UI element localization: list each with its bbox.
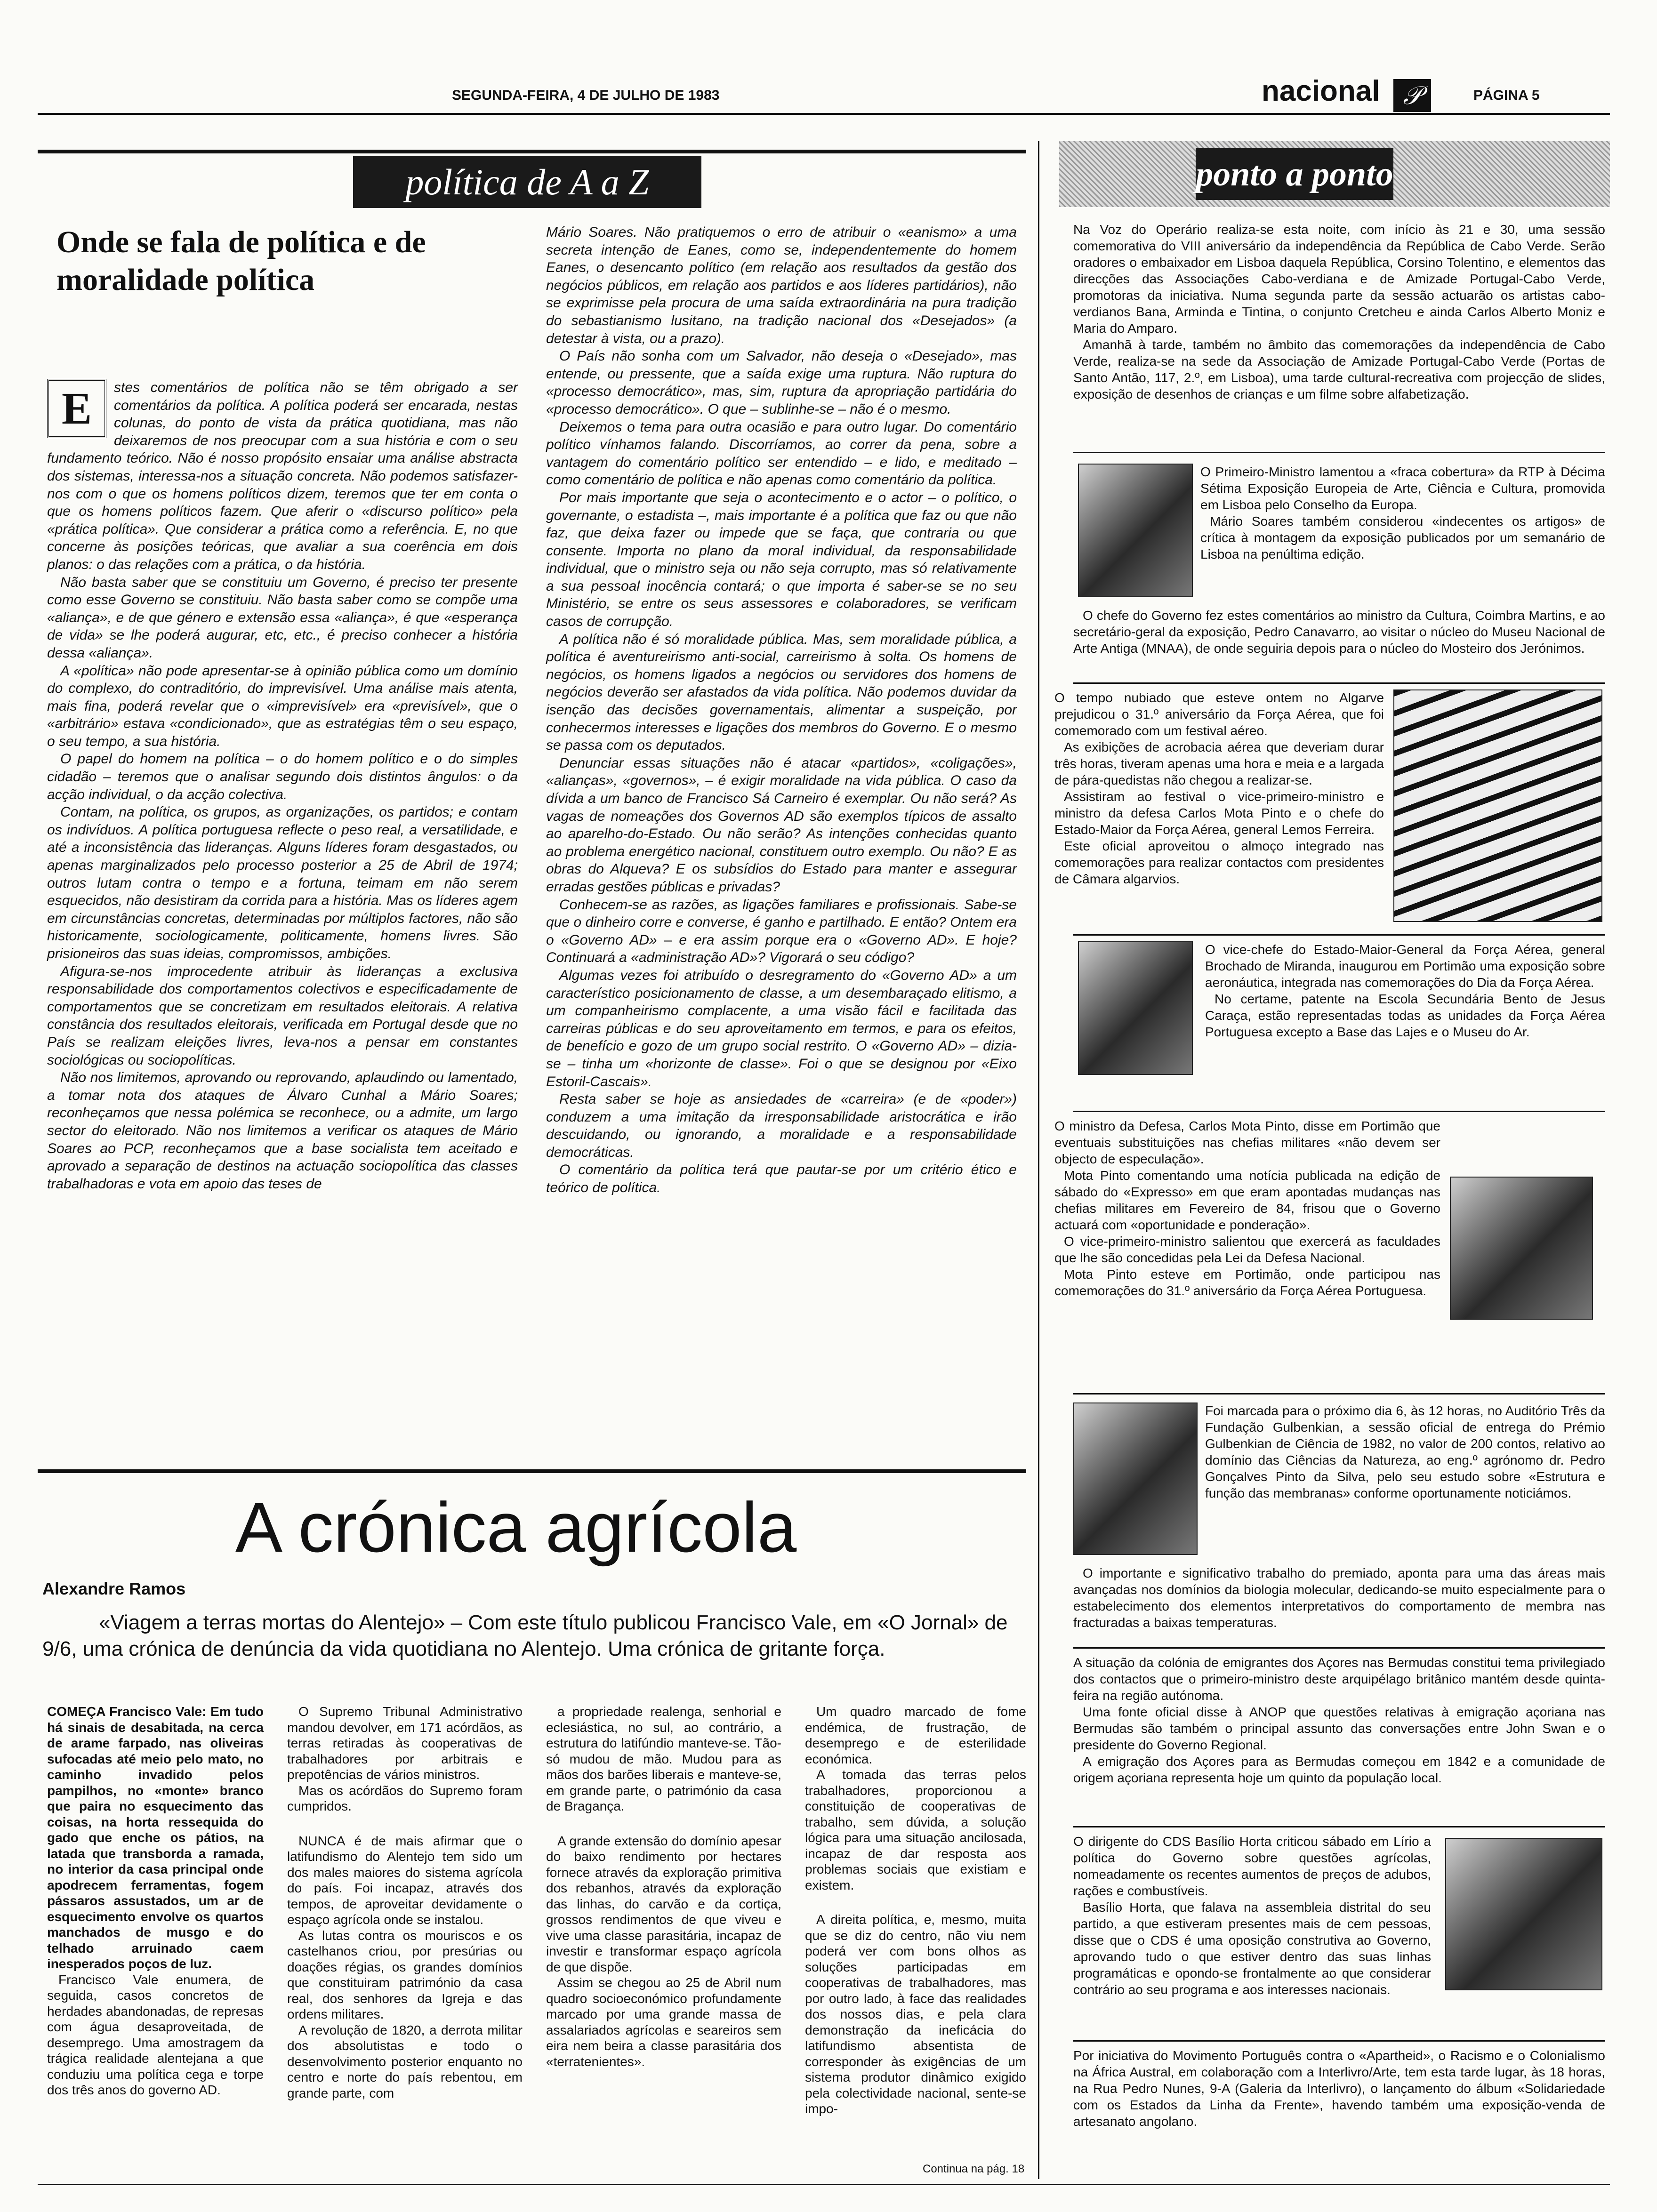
cronica-author: Alexandre Ramos bbox=[42, 1579, 186, 1598]
ponto-paragraph: O chefe do Governo fez estes comentários ao ministro da Cultura, Coimbra Martins, e ao secretário-geral da exposição, Pedro Canavarro, ao visitar o núcleo do Museu Nacional de Arte Antiga (MNAA), de onde seguiria depois para o núcleo do Mosteiro dos Jerónimos. bbox=[1073, 608, 1605, 656]
ponto-paragraph: O ministro da Defesa, Carlos Mota Pinto, disse em Portimão que eventuais substituições nas chefias militares «não devem ser objecto de especulação». bbox=[1054, 1119, 1440, 1166]
ponto-item-5 bbox=[1054, 1118, 1440, 1299]
politica-column-2 bbox=[546, 224, 1017, 1197]
continua-note: Continua na pág. 18 bbox=[923, 2163, 1025, 2175]
cronica-title: A crónica agrícola bbox=[235, 1488, 797, 1567]
politica-paragraph: Afigura-se-nos improcedente atribuir às lideranças a exclusiva responsabilidade dos comportamentos colectivos e especificadamente de comportamentos que se concretizam em resultados eleitorais. A relativa constância dos resultados eleitorais, verificada em Portugal desde que no País se realizam eleições livres, leva-nos a pensar em constantes sociológicas ou sociopolíticas. bbox=[47, 963, 518, 1068]
politica-initial-icon bbox=[47, 379, 106, 438]
ponto-item-9 bbox=[1073, 2047, 1605, 2130]
politica-paragraph: Deixemos o tema para outra ocasião e para outro lugar. Do comentário político vínhamos falando. Discorríamos, ao correr da pena, sobre a vantagem do comentário político ser entendido – e lido, e meditado – como comentário de política e não apenas como comentário da política. bbox=[546, 419, 1017, 488]
ponto-divider bbox=[1073, 1826, 1605, 1827]
politica-paragraph: Por mais importante que seja o acontecimento e o actor – o político, o governante, o estadista –, mais importante é a política que faz ou que não faz, que deixa fazer ou impede que se faça, que contraria ou que consente. Importa no plano da moral individual, da responsabilidade individual, que o ministro seja ou não seja corrupto, mas só relativamente a sua pessoal inocência contará; o que importa é saber-se se no seu Ministério, se entre os seus assessores e colaboradores, se verificam casos de corrupção. bbox=[546, 489, 1017, 630]
ponto-paragraph: O tempo nubiado que esteve ontem no Algarve prejudicou o 31.º aniversário da Força Aérea, que foi comemorado com um festival aéreo. bbox=[1054, 690, 1384, 738]
ponto-paragraph: O dirigente do CDS Basílio Horta criticou sábado em Lírio a política do Governo sobre questões agrícolas, nomeadamente os recentes aumentos de preços de adubos, rações e combustíveis. bbox=[1073, 1834, 1431, 1898]
ponto-paragraph: O importante e significativo trabalho do premiado, aponta para uma das áreas mais avançadas nos domínios da biologia molecular, dedicando-se muito especialmente para o estabelecimento dos elementos interpretativos do comportamento de membra nas fracturadas a baixas temperaturas. bbox=[1073, 1566, 1605, 1630]
ponto-paragraph: Basílio Horta, que falava na assembleia distrital do seu partido, a que estiveram presentes mais de cem pessoas, disse que o CDS é uma oposição construtiva ao Governo, aprovando tudo o que estiver dentro das suas linhas programáticas e opondo-se frontalmente ao que considerar contrário ao seu programa e aos interesses nacionais. bbox=[1073, 1900, 1431, 1997]
cronica-paragraph: A grande extensão do domínio apesar do baixo rendimento por hectares fornece através da exploração primitiva dos rebanhos, através da exploração das linhas, do carvão e da cortiça, grossos rendimentos de que viveu e vive uma classe parasitária, incapaz de investir e transformar espaço agrícola de que dispõe. bbox=[546, 1833, 781, 1974]
politica-paragraph: A «política» não pode apresentar-se à opinião pública como um domínio do complexo, do contraditório, do imprevisível. Uma análise mais atenta, mais fina, poderá revelar que o «imprevisível» era «previsível», que o «arbitrário» estava «condicionado», que as estratégias têm o seu espaço, o seu tempo, a sua história. bbox=[47, 663, 518, 749]
politica-paragraph: O comentário da política terá que pautar-se por um critério ético e teórico de política. bbox=[546, 1162, 1017, 1196]
header-date: SEGUNDA-FEIRA, 4 DE JULHO DE 1983 bbox=[452, 88, 720, 103]
cronica-paragraph: As lutas contra os mouriscos e os castelhanos criou, por presúrias ou doações régias, os grandes domínios que constituiram património da casa real, dos senhores da Igreja e das ordens militares. bbox=[287, 1928, 523, 2021]
politica-paragraph: Resta saber se hoje as ansiedades de «carreira» (e de «poder») conduzem a uma imitação da irresponsabilidade aristocrática e irão descuidando, ou ignorando, a moralidade e a responsabilidade democráticas. bbox=[546, 1091, 1017, 1160]
cronica-paragraph: NUNCA é de mais afirmar que o latifundismo do Alentejo tem sido um dos males maiores do sistema agrícola do país. Foi incapaz, através dos tempos, de aproveitar devidamente o espaço agrícola onde se instalou. bbox=[287, 1833, 523, 1927]
ponto-paragraph: Na Voz do Operário realiza-se esta noite, com início às 21 e 30, uma sessão comemorativa do VIII aniversário da independência da República de Cabo Verde. Serão oradores o embaixador em Lisboa daquela República, Corsino Tolentino, e elementos das direcções das Associações Cabo-verdiana e de Amizade Portugal-Cabo Verde, promotoras da iniciativa. Numa segunda parte da sessão actuarão os artistas cabo-verdianos Bana, Arminda e Tintina, o conjunto Cretcheu e ainda Carlos Alberto Moniz e Maria do Amparo. bbox=[1073, 222, 1605, 336]
politica-paragraph: Não basta saber que se constituiu um Governo, é preciso ter presente como esse Governo se constituiu. Não basta saber como se compõe uma «aliança», e de que género e extensão essa «aliança», é que «esperança de vida» se lhe poderá augurar, etc, etc., é preciso conhecer a história dessa «aliança». bbox=[47, 574, 518, 661]
ponto-divider bbox=[1073, 1393, 1605, 1395]
politica-paragraph: stes comentários de política não se têm obrigado a ser comentários da política. A política poderá ser encarada, nestas colunas, do ponto de vista da prática quotidiana, mas não deixaremos de nos preocupar com a sua história e com o seu fundamento teórico. Não é nosso propósito ensaiar uma análise abstracta dos sistemas, interessa-nos a situação concreta. Não podemos satisfazer-nos com o que os homens políticos dizem, teremos que ter em conta o que os homens políticos fazem. Que aferir o «discurso político» pela «prática política». Que considerar a prática como a referência. E, no que concerne às posições teóricas, que avaliar a sua coerência em dois planos: o das relações com a prática, o da história. bbox=[47, 380, 518, 572]
ponto-item-4 bbox=[1205, 941, 1605, 1040]
photo-general bbox=[1078, 941, 1193, 1075]
politica-paragraph: Algumas vezes foi atribuído o desregramento do «Governo AD» a um característico posicionamento de classe, a um desembaraçado elitismo, a um companheirismo complacente, a uma visão fácil e facilitada das carreiras públicas e do seu aproveitamento em termos, e para os efeitos, de benefício e gozo de um grupo social restrito. O «Governo AD» – dizia-se – tinha um «horizonte de classe». Foi o que se designou por «Eixo Estoril-Cascais». bbox=[546, 967, 1017, 1090]
ponto-item-3 bbox=[1054, 689, 1384, 887]
cronica-paragraph: Assim se chegou ao 25 de Abril num quadro socioeconómico profundamente marcado por uma grande massa de assalariados agrícolas e seareiros sem eira nem beira a classe parasitária dos «terratenientes». bbox=[546, 1975, 781, 2069]
ponto-item-1 bbox=[1073, 221, 1605, 402]
cronica-paragraph: A direita política, e, mesmo, muita que se diz do centro, não viu nem poderá ver com bons olhos as soluções participadas em cooperativas de trabalhadores, mas por outro lado, à face das realidades dos nossos dias, e pela clara demonstração da ineficácia do latifundismo absentista de corresponder às exigências de um sistema produtor dinâmico exigido pela colectividade nacional, sente-se impo- bbox=[805, 1912, 1026, 2116]
ponto-paragraph: Assistiram ao festival o vice-primeiro-ministro e ministro da defesa Carlos Mota Pinto e o chefe do Estado-Maior da Força Aérea, general Lemos Ferreira. bbox=[1054, 789, 1384, 837]
politica-initial-letter: E bbox=[61, 383, 92, 433]
page-number: PÁGINA 5 bbox=[1473, 88, 1540, 103]
footer-rule bbox=[38, 2184, 1610, 2185]
photo-air-force bbox=[1393, 689, 1602, 922]
ponto-divider bbox=[1073, 1647, 1605, 1649]
header-rule bbox=[38, 113, 1610, 115]
photo-prime-minister bbox=[1078, 464, 1193, 597]
ponto-paragraph: Este oficial aproveitou o almoço integrado nas comemorações para realizar contactos com presidentes de Câmara algarvios. bbox=[1054, 839, 1384, 886]
ponto-divider bbox=[1073, 682, 1605, 684]
ponto-item-7 bbox=[1073, 1654, 1605, 1786]
ponto-paragraph: Mota Pinto comentando uma notícia publicada na edição de sábado do «Expresso» em que eram apontadas mudanças nas chefias militares em Fevereiro de 84, frisou que o Governo actuará com «oportunidade e ponderação». bbox=[1054, 1168, 1440, 1232]
politica-banner-text: política de A a Z bbox=[405, 161, 649, 202]
cronica-paragraph: Francisco Vale enumera, de seguida, casos concretos de herdades abandonadas, de represas com água desaproveitada, de desemprego. Uma amostragem da trágica realidade alentejana a que conduziu uma política cega e torpe dos três anos do governo AD. bbox=[47, 1972, 264, 2097]
cronica-paragraph: A tomada das terras pelos trabalhadores, proporcionou a constituição de cooperativas de trabalho, sem dúvida, a solução lógica para uma situação ancilosada, incapaz de dar resposta aos problemas sociais que existiam e existem. bbox=[805, 1767, 1026, 1892]
ponto-item-6 bbox=[1205, 1403, 1605, 1501]
ponto-divider bbox=[1073, 452, 1605, 453]
section-title: nacional bbox=[1262, 75, 1380, 107]
cronica-paragraph: a propriedade realenga, senhorial e eclesiástica, no sul, ao contrário, a estrutura do latifúndio manteve-se. Tão-só mudou de mão. Mudou para as mãos dos barões liberais e manteve-se, em grande parte, o património da casa de Bragança. bbox=[546, 1704, 781, 1813]
ponto-paragraph: Mota Pinto esteve em Portimão, onde participou nas comemorações do 31.º aniversário da Força Aérea Portuguesa. bbox=[1054, 1267, 1440, 1298]
column-divider bbox=[1038, 141, 1039, 2179]
cronica-paragraph: Mas os acórdãos do Supremo foram cumpridos. bbox=[287, 1783, 523, 1813]
ponto-item-2-cont bbox=[1073, 607, 1605, 657]
ponto-paragraph: No certame, patente na Escola Secundária Bento de Jesus Caraça, estão representadas todas as unidades da Força Aérea Portuguesa excepto a Base das Lajes e o Museu do Ar. bbox=[1205, 992, 1605, 1039]
cronica-column-2 bbox=[287, 1704, 523, 2101]
ponto-divider bbox=[1073, 934, 1605, 936]
ponto-divider bbox=[1073, 2040, 1605, 2042]
ponto-paragraph: Foi marcada para o próximo dia 6, às 12 horas, no Auditório Três da Fundação Gulbenkian, a sessão oficial de entrega do Prémio Gulbenkian de Ciência de 1982, no valor de 200 contos, relativo ao domínio das Ciências da Natureza, ao eng.º agrónomo dr. Pedro Gonçalves Pinto da Silva, pelo seu estudo sobre «Estrutura e função das membranas» conforme oportunamente noticiámos. bbox=[1205, 1403, 1605, 1500]
politica-top-border bbox=[38, 150, 1026, 153]
ponto-banner bbox=[1196, 148, 1393, 200]
politica-bottom-border bbox=[38, 1469, 1026, 1473]
politica-paragraph: O papel do homem na política – o do homem político e o do simples cidadão – teremos que o analisar segundo dois distintos ângulos: o da acção individual, o da acção colectiva. bbox=[47, 751, 518, 802]
politica-paragraph: Não nos limitemos, aprovando ou reprovando, aplaudindo ou lamentado, a tomar nota dos ataques de Álvaro Cunhal a Mário Soares; reconheçamos que nessa polémica se reconhece, ou a admite, um largo sector do eleitorado. Não nos limitemos a verificar os ataques de Mário Soares ao PCP, reconheçamos que a base socialista tem aceitado e aprovado a separação de destinos na actuação sociopolítica das classes trabalhadoras e vota em apoio das teses de bbox=[47, 1070, 518, 1192]
cronica-paragraph: A revolução de 1820, a derrota militar dos absolutistas e todo o desenvolvimento posterior enquanto no centro e norte do país rebentou, em grande parte, com bbox=[287, 2022, 523, 2100]
ponto-item-6-cont bbox=[1073, 1565, 1605, 1631]
ponto-item-2 bbox=[1200, 464, 1605, 562]
photo-defence-minister bbox=[1450, 1177, 1593, 1320]
politica-column-1 bbox=[47, 379, 518, 1193]
ponto-paragraph: O vice-chefe do Estado-Maior-General da Força Aérea, general Brochado de Miranda, inaugurou em Portimão uma exposição sobre aeronáutica, integrada nas comemorações do Dia da Força Aérea. bbox=[1205, 942, 1605, 990]
cronica-column-4 bbox=[805, 1704, 1026, 2117]
politica-paragraph: Denunciar essas situações não é atacar «partidos», «coligações», «alianças», «governos», – é exigir moralidade na vida pública. O caso da dívida a um banco de Francisco Sá Carneiro é exemplar. Ou não será? As vagas de nomeações dos Governos AD são exemplos típicos de assalto ao aparelho-do-Estado. Ou não serão? As intenções conhecidas quanto ao problema energético nacional, constituem outro exemplo. Ou não? E as obras do Alqueva? E os subsídios do Estado para manter e assegurar erradas gestões públicas e privadas? bbox=[546, 755, 1017, 895]
ponto-paragraph: A situação da colónia de emigrantes dos Açores nas Bermudas constitui tema privilegiado dos contactos que o primeiro-ministro deste arquipélago britânico mantém desde quinta-feira na região autónoma. bbox=[1073, 1655, 1605, 1703]
cronica-paragraph: COMEÇA Francisco Vale: Em tudo há sinais de desabitada, na cerca de arame farpado, nas oliveiras sufocadas até meio pelo mato, no caminho invadido pelos pampilhos, no «monte» branco que paira no esquecimento das coisas, na horta ressequida do gado que enche os pátios, na latada que transborda a ramada, no interior da casa principal onde apodrecem ferramentas, fogem pássaros assustados, um ar de esquecimento envolve os quartos manchados de musgo e do telhado arruinado caem inesperados poços de luz. bbox=[47, 1704, 264, 1971]
politica-paragraph: A política não é só moralidade pública. Mas, sem moralidade pública, a política é aventureirismo anti-social, carreirismo à solta. Os homens de negócios, os homens ligados a negócios ou servidores dos homens de negócios deverão ser afastados da vida política. Não podemos duvidar da isenção das decisões governamentais, alimentar a suspeição, por conhecermos interesses e ligações dos membros do Governo. E o mesmo se passa com os deputados. bbox=[546, 631, 1017, 753]
politica-paragraph: Contam, na política, os grupos, as organizações, os partidos; e contam os indivíduos. A política portuguesa reflecte o peso real, a versatilidade, e até a inconsistência das lideranças. Alguns líderes foram desgastados, ou apenas marginalizados pelo processo posterior a 25 de Abril de 1974; outros lutam contra o tempo e a fortuna, teimam em não serem esquecidos, não desistiram da corrida para a história. Mas os líderes agem em circunstâncias concretas, determinadas por múltiplos factores, não são historicamente, sociologicamente, politicamente, homens livres. São prisioneiros das suas ideias, compromissos, ambições. bbox=[47, 804, 518, 962]
cronica-paragraph: O Supremo Tribunal Administrativo mandou devolver, em 171 acórdãos, as terras retiradas às cooperativas de trabalhadores por arbitrais e prepotências de vários ministros. bbox=[287, 1704, 523, 1782]
photo-prize-winner bbox=[1073, 1403, 1198, 1555]
cronica-paragraph: Um quadro marcado de fome endémica, de frustração, de desemprego e de esterilidade económica. bbox=[805, 1704, 1026, 1766]
politica-title: Onde se fala de política e de moralidade política bbox=[56, 225, 426, 297]
newspaper-logo-icon: 𝒫 bbox=[1393, 79, 1431, 112]
ponto-divider bbox=[1073, 1111, 1605, 1112]
ponto-paragraph: As exibições de acrobacia aérea que deveriam durar três horas, tiveram apenas uma hora e meia e a largada de pára-quedistas não chegou a realizar-se. bbox=[1054, 740, 1384, 787]
cronica-column-3 bbox=[546, 1704, 781, 2069]
cronica-lead: «Viagem a terras mortas do Alentejo» – Com este título publicou Francisco Vale, em «O Jornal» de 9/6, uma crónica de denúncia da vida quotidiana no Alentejo. Uma crónica de gritante força. bbox=[42, 1611, 1008, 1660]
politica-paragraph: Mário Soares. Não pratiquemos o erro de atribuir o «eanismo» a uma secreta intenção de Eanes, como se, independentemente do homem Eanes, o desencanto político (em relação aos resultados da gestão dos negócios públicos, em relação aos partidos e aos líderes partidários), não se exprimisse pela procura de uma saída extraordinária na pura tradição do sebastianismo lusitano, na tradição nacional dos «Desejados» (a detestar à vista, ou a prazo). bbox=[546, 224, 1017, 346]
ponto-paragraph: O Primeiro-Ministro lamentou a «fraca cobertura» da RTP à Décima Sétima Exposição Europeia de Arte, Ciência e Cultura, promovida em Lisboa pelo Conselho da Europa. bbox=[1200, 465, 1605, 512]
ponto-paragraph: Mário Soares também considerou «indecentes os artigos» de crítica à montagem da exposição publicados por um semanário de Lisboa na penúltima edição. bbox=[1200, 514, 1605, 561]
photo-basilio-horta bbox=[1445, 1838, 1602, 1990]
politica-paragraph: Conhecem-se as razões, as ligações familiares e profissionais. Sabe-se que o dinheiro corre e converse, é ganho e partilhado. E então? Ontem era o «Governo AD» – e era assim porque era o «Governo AD». E hoje? Continuará a «administração AD»? Vigorará o seu código? bbox=[546, 897, 1017, 966]
ponto-paragraph: Amanhã à tarde, também no âmbito das comemorações da independência de Cabo Verde, realiza-se na sede da Associação de Amizade Portugal-Cabo Verde (Portas de Santo Antão, 117, 2.º, em Lisboa), uma tarde cultural-recreativa com projecção de slides, exposição de desenhos de crianças e um filme sobre alfabetização. bbox=[1073, 337, 1605, 401]
politica-banner bbox=[353, 156, 701, 208]
ponto-item-8 bbox=[1073, 1833, 1431, 1998]
ponto-banner-text: ponto a ponto bbox=[1196, 154, 1393, 193]
ponto-paragraph: Por iniciativa do Movimento Português contra o «Apartheid», o Racismo e o Colonialismo na África Austral, em colaboração com a Interlivro/Arte, tem esta tarde lugar, às 18 horas, na Rua Pedro Nunes, 9-A (Galeria da Interlivro), o lançamento do álbum «Solidariedade com os Estados da Linha da Frente», havendo também uma exposição-venda de artesanato angolano. bbox=[1073, 2048, 1605, 2129]
politica-paragraph: O País não sonha com um Salvador, não deseja o «Desejado», mas entende, ou pressente, que a saída exige uma ruptura. Não ruptura do «processo democrático», mas, sim, ruptura da apropriação partidária do «processo democrático». O que – sublinhe-se – não é o mesmo. bbox=[546, 348, 1017, 417]
cronica-column-1 bbox=[47, 1704, 264, 2098]
ponto-paragraph: O vice-primeiro-ministro salientou que exercerá as faculdades que lhe são concedidas pela Lei da Defesa Nacional. bbox=[1054, 1234, 1440, 1265]
ponto-paragraph: A emigração dos Açores para as Bermudas começou em 1842 e a comunidade de origem açoriana representa hoje um quinto da população local. bbox=[1073, 1754, 1605, 1785]
ponto-paragraph: Uma fonte oficial disse à ANOP que questões relativas à emigração açoriana nas Bermudas são também o principal assunto das conversações entre John Swan e o presidente do Governo Regional. bbox=[1073, 1705, 1605, 1752]
